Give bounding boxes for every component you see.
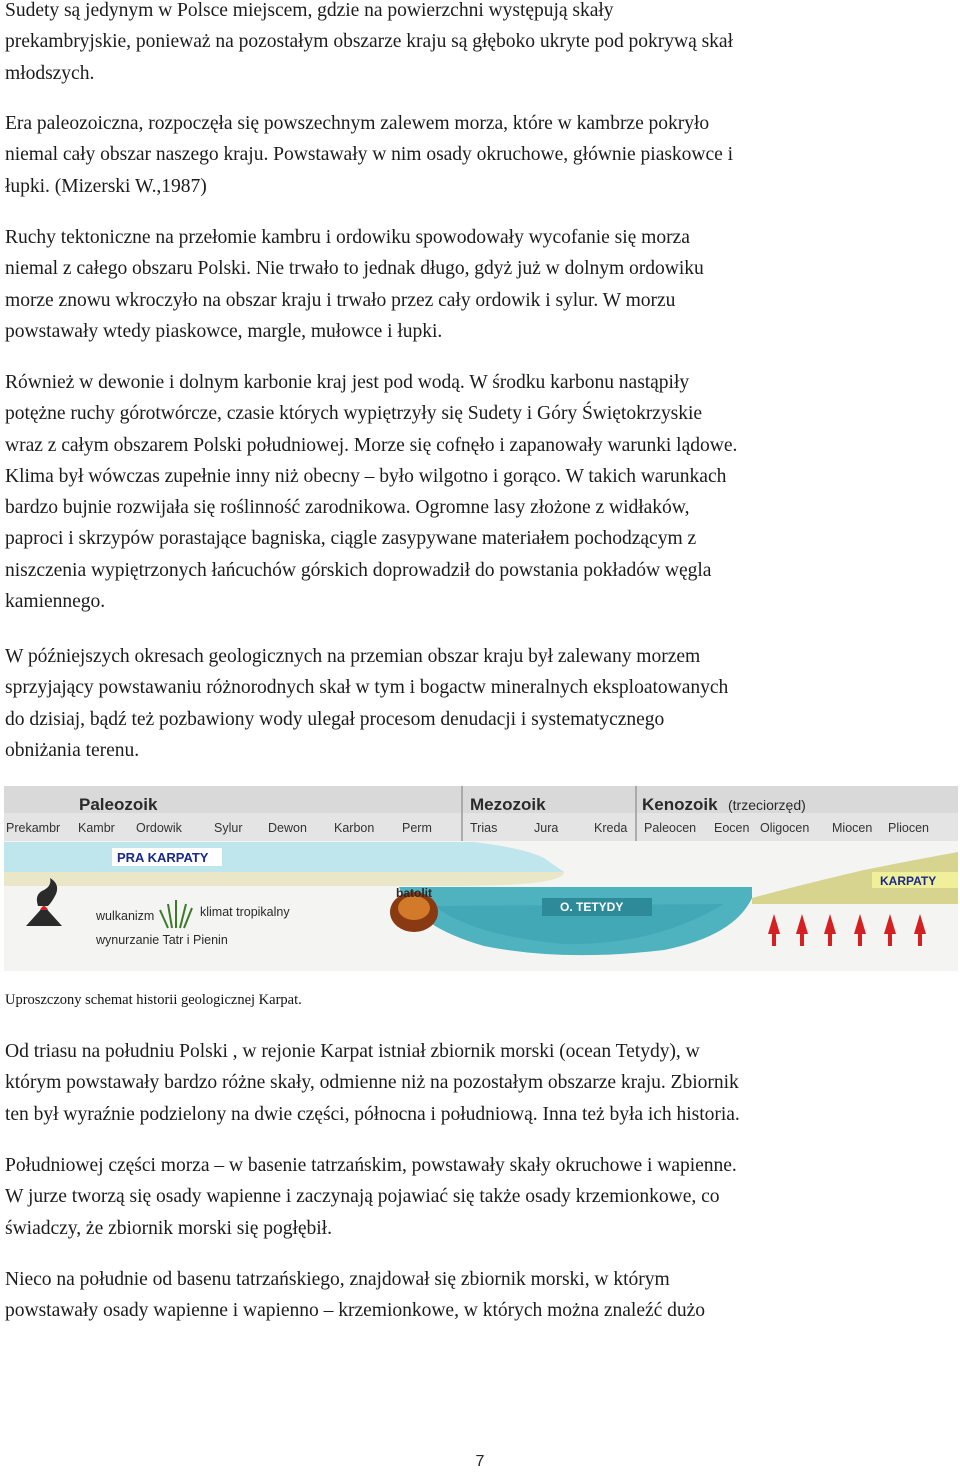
text-line: powstawały wtedy piaskowce, margle, mułowce i łupki. [5,320,443,342]
legend-wynurzanie: wynurzanie Tatr i Pienin [96,933,228,947]
text-line: prekambryjskie, ponieważ na pozostałym obszarze kraju są głęboko ukryte pod pokrywą skał [5,31,733,53]
period-label: Miocen [832,821,873,835]
text-line: Era paleozoiczna, rozpoczęła się powszechnym zalewem morza, które w kambrze pokryło [5,113,710,134]
text-line: paproci i skrzypów porastające bagniska, ciągle zasypywane materiałem pochodzącym z [5,528,697,550]
text-line: Ruchy tektoniczne na przełomie kambru i ordowiku spowodowały wycofanie się morza [5,227,690,248]
text-line: powstawały osady wapienne i wapienno – krzemionkowe, w których można znaleźć dużo [5,1300,706,1322]
era-label: (trzeciorzęd) [728,797,806,813]
text-line: morze znowu wkroczyło na obszar kraju i trwało przez cały ordowik i sylur. W morzu [5,289,676,311]
pra-karpaty-label: PRA KARPATY [117,850,209,865]
text-line: łupki. (Mizerski W.,1987) [5,175,207,197]
text-line: obniżania terenu. [5,739,140,761]
period-label: Perm [402,821,432,835]
text-line: ten był wyraźnie podzielony na dwie części, północna i południową. Inna też była ich historia. [5,1103,740,1125]
batolit-label: batolit [396,886,432,900]
text-line: W późniejszych okresach geologicznych na przemian obszar kraju był zalewany morzem [5,646,701,667]
paragraph [5,641,955,766]
period-label: Jura [534,821,559,835]
period-label: Eocen [714,821,750,835]
legend-wulkanizm: wulkanizm [96,909,155,923]
text-line: Sudety są jedynym w Polsce miejscem, gdzie na powierzchni występują skały [5,0,614,21]
paragraph [5,1150,955,1244]
figure-caption: Uproszczony schemat historii geologicznej Karpat. [5,992,302,1008]
text-line: bardzo bujnie rozwijała się roślinność zarodnikowa. Ogromne lasy złożone z widłaków, [5,497,690,519]
text-line: niemal z całego obszaru Polski. Nie trwało to jednak długo, gdyż już w dolnym ordowiku [5,258,704,280]
period-label: Prekambr [6,821,61,835]
period-label: Paleocen [644,821,697,835]
text-line: sprzyjający powstawaniu różnorodnych skał w tym i bogactw mineralnych eksploatowanych [5,677,729,699]
text-line: wraz z całym obszarem Polski południowej. Morze się cofnęło i zapanowały warunki lądowe. [5,434,738,456]
tethys-label: O. TETYDY [560,900,624,914]
text-line: młodszych. [5,62,95,84]
paragraph [5,367,955,617]
era-label: Mezozoik [470,795,546,814]
period-label: Trias [470,821,498,835]
text-line: którym powstawały bardzo różne skały, odmienne niż na pozostałym obszarze kraju. Zbiornik [5,1072,739,1094]
text-line: Klima był wówczas zupełnie inny niż obecny – było wilgotno i gorąco. W takich warunkach [5,465,727,487]
pra-karpaty-basin [4,842,564,872]
paragraph [5,0,955,89]
text-line: Południowej części morza – w basenie tatrzańskim, powstawały skały okruchowe i wapienne. [5,1155,737,1176]
paragraph [5,1264,955,1327]
text-line: świadczy, że zbiornik morski się pogłębił. [5,1217,332,1239]
text-line: potężne ruchy górotwórcze, czasie których wypiętrzyły się Sudety i Góry Świętokrzyskie [5,403,703,425]
text-line: Od triasu na południu Polski , w rejonie Karpat istniał zbiornik morski (ocean Tetydy), w [5,1041,700,1062]
era-label: Paleozoik [79,795,158,814]
period-label: Karbon [334,821,375,835]
land-left [4,872,564,886]
text-line: niszczenia wypiętrzonych łańcuchów górskich doprowadził do powstania pokładów węgla [5,559,712,581]
paragraph [5,108,955,202]
period-label: Sylur [214,821,243,835]
period-label: Kreda [594,821,628,835]
text-line: niemal cały obszar naszego kraju. Powstawały w nim osady okruchowe, głównie piaskowce i [5,144,734,166]
period-label: Pliocen [888,821,929,835]
period-label: Kambr [78,821,115,835]
period-label: Oligocen [760,821,810,835]
text-line: kamiennego. [5,591,106,613]
karpaty-label: KARPATY [880,874,937,888]
page-number: 7 [475,1453,485,1470]
text-line: W jurze tworzą się osady wapienne i zaczynają pojawiać się także osady krzemionkowe, co [5,1186,720,1208]
legend-klimat: klimat tropikalny [200,905,290,919]
text-line: do dzisiaj, bądź też pozbawiony wody ulegał procesom denudacji i systematycznego [5,708,665,730]
text-line: Również w dewonie i dolnym karbonie kraj jest pod wodą. W środku karbonu nastąpiły [5,372,690,393]
era-label: Kenozoik [642,795,718,814]
text-line: Nieco na południe od basenu tatrzańskiego, znajdował się zbiornik morski, w którym [5,1269,670,1290]
period-label: Ordowik [136,821,182,835]
paragraph [5,1036,955,1130]
geologic-history-diagram [4,786,958,971]
paragraph [5,222,955,347]
period-label: Dewon [268,821,307,835]
